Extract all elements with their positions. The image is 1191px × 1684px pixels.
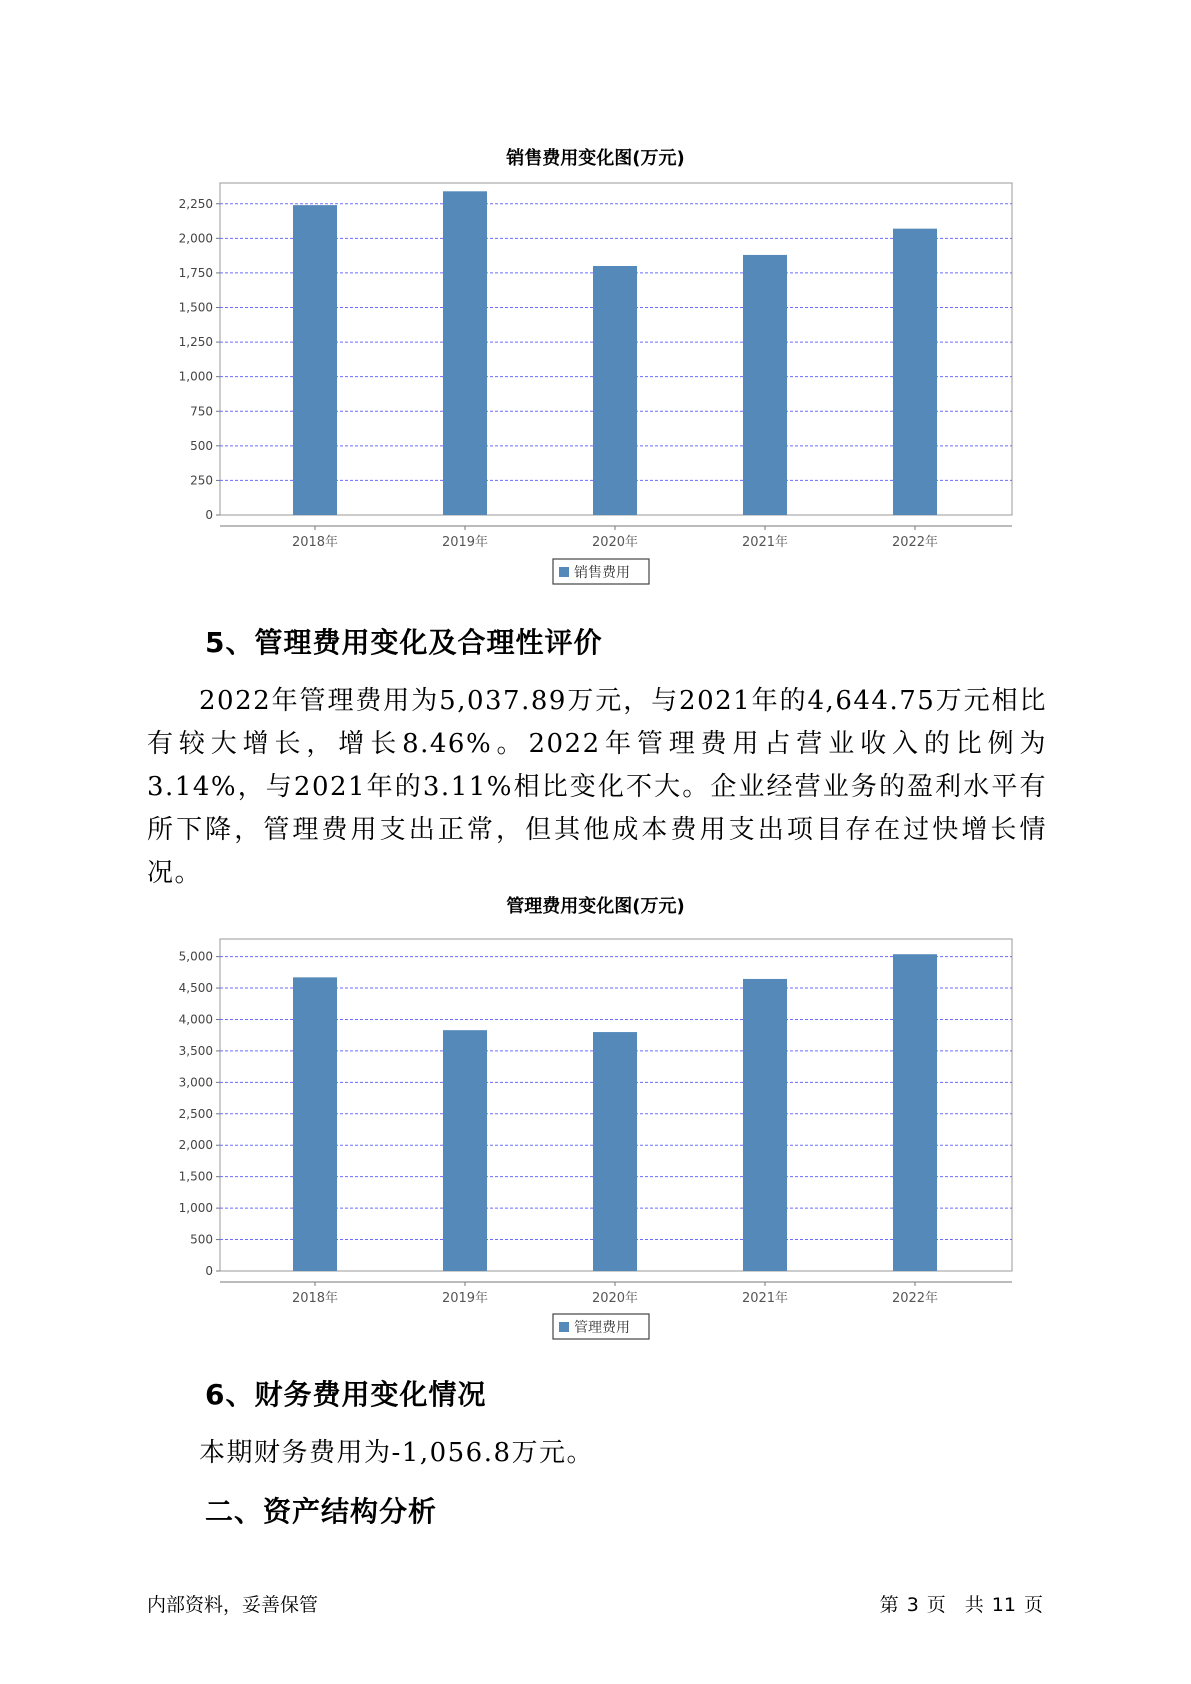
legend-label: 管理费用 — [574, 1320, 630, 1336]
y-tick-label: 250 — [190, 473, 213, 488]
x-tick-label: 2019年 — [441, 535, 489, 550]
y-tick-label: 750 — [190, 404, 213, 419]
x-tick-label: 2022年 — [891, 1291, 939, 1306]
section-heading: 5、管理费用变化及合理性评价 — [205, 626, 603, 659]
bar — [743, 979, 787, 1271]
page-prefix: 第 — [879, 1594, 899, 1616]
bar — [443, 1030, 487, 1271]
y-tick-label: 0 — [205, 1264, 213, 1278]
y-tick-label: 2,500 — [178, 1106, 213, 1121]
bar — [593, 1032, 637, 1271]
page-mid: 页 共 — [926, 1594, 984, 1616]
y-tick-label: 1,500 — [178, 1169, 213, 1184]
x-tick-label: 2022年 — [891, 535, 939, 550]
y-tick-label: 5,000 — [178, 949, 213, 964]
body-paragraph — [147, 1432, 1047, 1475]
y-tick-label: 1,250 — [178, 335, 213, 350]
y-tick-label: 500 — [190, 438, 213, 453]
y-tick-label: 1,750 — [178, 265, 213, 280]
paragraph-text: 本期财务费用为-1,056.8万元。 — [199, 1438, 595, 1468]
paragraph-text: 2022年管理费用为5,037.89万元，与2021年的4,644.75万元相比有较大增长，增长8.46%。2022年管理费用占营业收入的比例为3.14%，与2021年的3.11%相比变化不大。企业经营业务的盈利水平有所下降，管理费用支出正常，但其他成本费用支出项目存在过快增长情况。 — [147, 686, 1047, 888]
x-tick-label: 2019年 — [441, 1291, 489, 1306]
bar — [293, 977, 337, 1271]
bar — [893, 954, 937, 1271]
legend-swatch — [559, 1322, 569, 1332]
legend-label: 销售费用 — [574, 565, 630, 581]
section-heading: 二、资产结构分析 — [205, 1495, 438, 1528]
y-tick-label: 2,000 — [178, 1138, 213, 1153]
chart-title: 管理费用变化图(万元) — [506, 896, 685, 917]
chart-title: 销售费用变化图(万元) — [506, 148, 685, 169]
y-tick-label: 4,500 — [178, 981, 213, 996]
x-tick-label: 2018年 — [291, 535, 339, 550]
y-tick-label: 3,000 — [178, 1075, 213, 1090]
page-total: 11 — [991, 1594, 1016, 1616]
legend — [553, 1314, 649, 1339]
footer-confidential-note: 内部资料，妥善保管 — [147, 1594, 319, 1616]
y-tick-label: 1,500 — [178, 300, 213, 315]
x-tick-label: 2021年 — [741, 1291, 789, 1306]
page-number — [876, 1590, 1047, 1617]
y-tick-label: 1,000 — [178, 369, 213, 384]
y-tick-label: 1,000 — [178, 1201, 213, 1216]
x-tick-label: 2020年 — [591, 535, 639, 550]
page-current: 3 — [906, 1594, 919, 1616]
page-suffix: 页 — [1023, 1594, 1043, 1616]
y-tick-label: 2,250 — [178, 196, 213, 211]
y-tick-label: 3,500 — [178, 1043, 213, 1058]
x-tick-label: 2021年 — [741, 535, 789, 550]
x-tick-label: 2018年 — [291, 1291, 339, 1306]
section-heading: 6、财务费用变化情况 — [205, 1378, 487, 1411]
y-tick-label: 0 — [205, 508, 213, 522]
y-tick-label: 4,000 — [178, 1012, 213, 1027]
y-tick-label: 500 — [190, 1232, 213, 1247]
y-tick-label: 2,000 — [178, 231, 213, 246]
x-tick-label: 2020年 — [591, 1291, 639, 1306]
